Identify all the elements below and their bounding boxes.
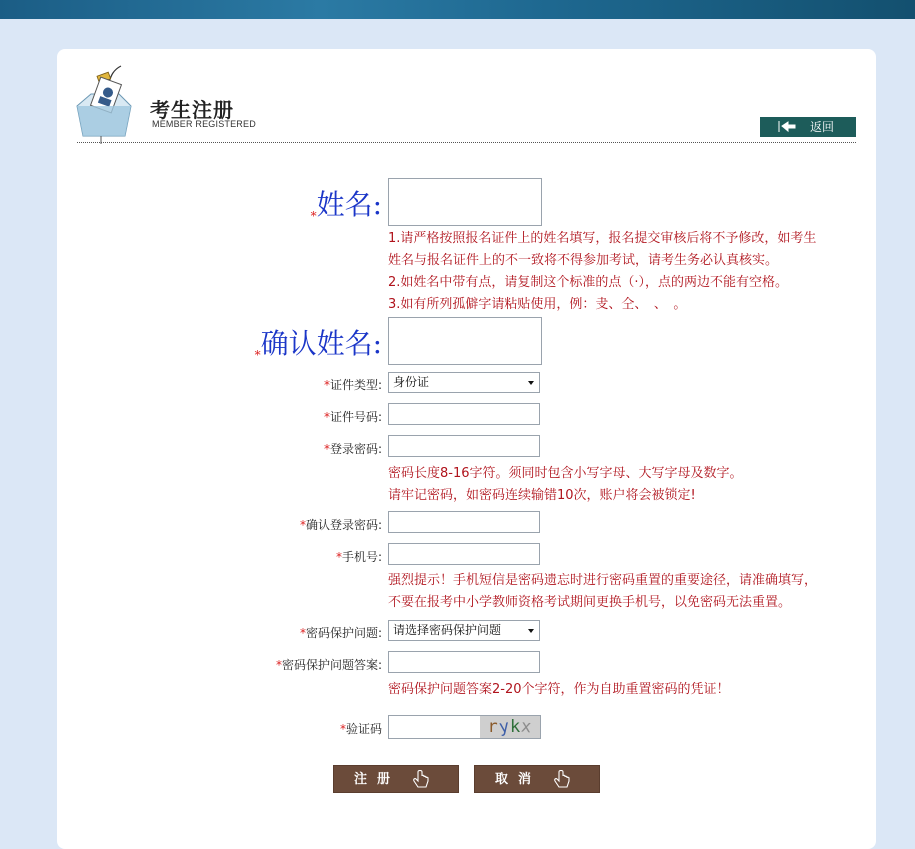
- register-button-label: 注册: [354, 772, 401, 787]
- back-button[interactable]: [760, 117, 856, 137]
- id-type-value: 身份证: [393, 375, 430, 389]
- id-number-input[interactable]: [388, 403, 540, 425]
- back-arrow-icon: [778, 120, 796, 133]
- header-divider: [77, 142, 856, 143]
- phone-input[interactable]: [388, 543, 540, 565]
- phone-note-line: 强烈提示！手机短信是密码遗忘时进行密码重置的重要途径，请准确填写，: [388, 573, 818, 588]
- password-label: *登录密码:: [323, 442, 382, 456]
- page-subtitle: MEMBER REGISTERED: [152, 119, 256, 129]
- required-mark: *: [323, 378, 330, 392]
- captcha-char: r: [487, 717, 499, 737]
- required-mark: *: [335, 550, 342, 564]
- security-answer-label: *密码保护问题答案:: [275, 658, 382, 672]
- required-mark: *: [299, 626, 306, 640]
- captcha-char: y: [497, 716, 512, 738]
- hand-pointer-icon: [553, 770, 571, 790]
- name-input[interactable]: [388, 178, 542, 226]
- phone-note-line: 不要在报考中小学教师资格考试期间更换手机号，以免密码无法重置。: [388, 595, 792, 610]
- security-question-value: 请选择密码保护问题: [393, 623, 502, 637]
- security-answer-input[interactable]: [388, 651, 540, 673]
- confirm-password-input[interactable]: [388, 511, 540, 533]
- hand-pointer-icon: [412, 770, 430, 790]
- id-type-select[interactable]: [388, 372, 540, 393]
- phone-label: *手机号:: [335, 550, 382, 564]
- security-answer-note-line: 密码保护问题答案2-20个字符，作为自助重置密码的凭证！: [388, 682, 730, 697]
- password-note-line: 请牢记密码，如密码连续输错10次，账户将会被锁定!: [388, 488, 696, 503]
- cancel-button[interactable]: [474, 765, 600, 793]
- captcha-image[interactable]: [480, 716, 540, 738]
- required-mark: *: [275, 658, 282, 672]
- confirm-name-label: $_*$确认姓名:: [254, 327, 382, 362]
- security-question-select[interactable]: [388, 620, 540, 641]
- captcha-char: k: [510, 717, 522, 737]
- required-mark: *: [339, 722, 346, 736]
- chevron-down-icon: [528, 629, 534, 633]
- confirm-name-input[interactable]: [388, 317, 542, 365]
- top-banner: [0, 0, 915, 19]
- captcha-char: x: [520, 716, 534, 738]
- phone-notes: [388, 570, 817, 614]
- name-notes: [388, 228, 816, 316]
- cancel-button-label: 取消: [495, 772, 542, 787]
- password-input[interactable]: [388, 435, 540, 457]
- required-mark: *: [323, 410, 330, 424]
- captcha-label: *验证码: [339, 722, 382, 736]
- name-note-line: 姓名与报名证件上的不一致将不得参加考试，请考生务必认真核实。: [388, 253, 779, 268]
- security-question-label: *密码保护问题:: [299, 626, 382, 640]
- name-note-line: 3.如有所列孤僻字请粘贴使用，例：叏、仝、 、 。: [388, 297, 687, 312]
- id-type-label: *证件类型:: [323, 378, 382, 392]
- name-label: $_*$姓名:: [310, 188, 382, 223]
- register-button[interactable]: [333, 765, 459, 793]
- password-note-line: 密码长度8-16字符。须同时包含小写字母、大写字母及数字。: [388, 466, 743, 481]
- required-mark: *: [310, 209, 317, 223]
- id-number-label: *证件号码:: [323, 410, 382, 424]
- chevron-down-icon: [528, 381, 534, 385]
- name-note-line: 1.请严格按照报名证件上的姓名填写，报名提交审核后将不予修改，如考生: [388, 231, 817, 246]
- back-button-label: 返回: [810, 120, 835, 134]
- security-answer-notes: [388, 679, 730, 701]
- password-notes: [388, 463, 743, 507]
- name-note-line: 2.如姓名中带有点，请复制这个标准的点（·），点的两边不能有空格。: [388, 275, 789, 290]
- required-mark: *: [254, 348, 261, 362]
- registration-card: [57, 49, 876, 849]
- required-mark: *: [299, 518, 306, 532]
- page-title: 考生注册: [150, 98, 234, 122]
- confirm-password-label: *确认登录密码:: [299, 518, 382, 532]
- required-mark: *: [323, 442, 330, 456]
- id-badge-icon: [73, 64, 133, 144]
